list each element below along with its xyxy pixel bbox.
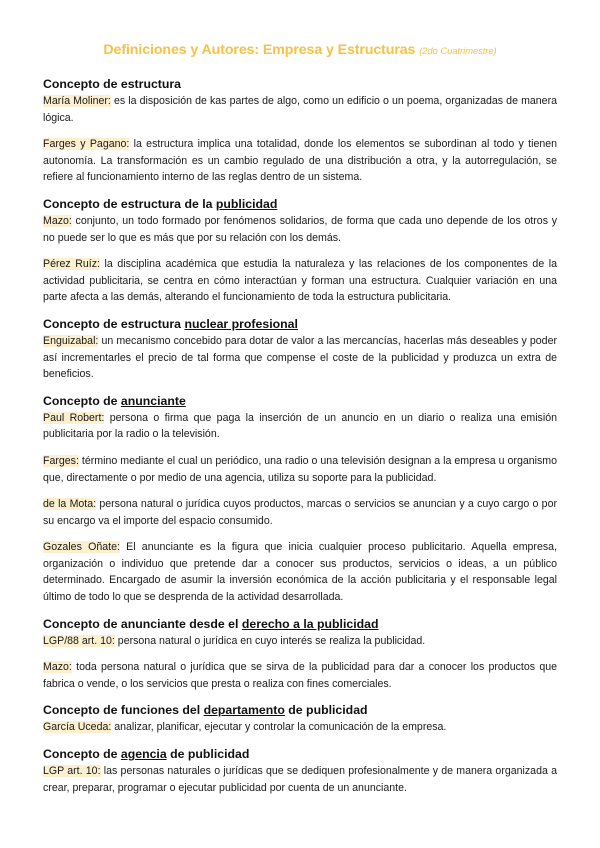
definition-paragraph xyxy=(43,496,557,529)
section xyxy=(43,76,557,186)
section-heading xyxy=(43,316,557,332)
section-heading xyxy=(43,76,557,92)
definition-paragraph xyxy=(43,256,557,306)
definition-text: analizar, planificar, ejecutar y controlar la comunicación de la empresa. xyxy=(111,721,447,734)
section-heading xyxy=(43,746,557,762)
heading-underlined-term: departamento xyxy=(203,703,285,718)
definition-paragraph xyxy=(43,719,557,736)
section xyxy=(43,196,557,306)
definition-text: persona o firma que paga la inserción de un anuncio en un diario o realiza una emisión publicitaria por la radio o la televisión. xyxy=(43,411,557,441)
heading-text: Concepto de funciones del xyxy=(43,703,204,718)
heading-text-after: de publicidad xyxy=(284,703,368,718)
definition-text: El anunciante es la figura que inicia cualquier proceso publicitario. Aquella empresa, organización o individuo que pretende dar a conocer sus productos, servicios o ideas, a un público determinado. Encargado de asumir la inversión económica de la acción publicitaria y el responsable legal último de todo lo que se desprenda de la actividad desarrollada. xyxy=(43,541,557,604)
heading-underlined-term: agencia xyxy=(120,747,167,762)
heading-text: Concepto de xyxy=(43,393,121,408)
section xyxy=(43,616,557,693)
sections-container xyxy=(43,76,557,796)
title-subtitle: (2do Cuatrimestre) xyxy=(419,46,497,57)
section xyxy=(43,316,557,383)
heading-underlined-term: derecho a la publicidad xyxy=(241,616,379,631)
definition-text: conjunto, un todo formado por fenómenos solidarios, de forma que cada uno depende de los otros y no puede ser lo que es más que por su relación con los demás. xyxy=(43,214,557,244)
author-highlight: de la Mota: xyxy=(43,498,97,511)
heading-text: Concepto de anunciante desde el xyxy=(43,616,242,631)
title-text: Definiciones y Autores: Empresa y Estructuras xyxy=(103,42,416,58)
section xyxy=(43,746,557,796)
author-highlight: LGP art. 10: xyxy=(43,765,101,778)
section xyxy=(43,393,557,606)
definition-text: término mediante el cual un periódico, una radio o una televisión designan a la empresa u organismo que, directamente o por medio de una agencia, utiliza su soporte para la publicidad. xyxy=(43,454,557,484)
heading-underlined-term: publicidad xyxy=(215,196,278,211)
definition-paragraph xyxy=(43,333,557,383)
heading-underlined-term: anunciante xyxy=(120,393,186,408)
definition-text: las personas naturales o jurídicas que se dediquen profesionalmente y de manera organizada a crear, preparar, programar o ejecutar publicidad por cuenta de un anunciante. xyxy=(43,765,557,794)
heading-text: Concepto de estructura xyxy=(43,77,182,91)
definition-paragraph xyxy=(43,633,557,650)
definition-paragraph xyxy=(43,763,557,796)
definition-text: persona natural o jurídica en cuyo interés se realiza la publicidad. xyxy=(114,634,426,647)
section-heading xyxy=(43,616,557,632)
definition-text: persona natural o jurídica cuyos productos, marcas o servicios se anuncian y a cuyo cargo o por su encargo va el importe del espacio consumido. xyxy=(43,498,557,527)
author-highlight: Pérez Ruíz: xyxy=(43,258,100,271)
author-highlight: Mazo: xyxy=(43,214,72,227)
definition-text: la disciplina académica que estudia la naturaleza y las relaciones de los componentes de la actividad publicitaria, se centra en cómo interactúan y forman una estructura. Cualquier variación en una parte afecta a las demás, alterando el funcionamiento de toda la estructura publicitaria. xyxy=(43,258,558,304)
definition-paragraph xyxy=(43,93,557,126)
section-heading xyxy=(43,393,557,409)
author-highlight: García Uceda: xyxy=(43,721,112,734)
heading-text-after: de publicidad xyxy=(166,747,250,762)
definition-paragraph xyxy=(43,213,557,246)
definition-text: un mecanismo concebido para dotar de valor a las mercancías, hacerlas más deseables y poder así incrementarles el precio de tal forma que compense el coste de la publicidad y produzca un extra de beneficios. xyxy=(43,334,557,381)
definition-text: la estructura implica una totalidad, donde los elementos se subordinan al todo y tienen autonomía. La transformación es un cambio regulado de una distribución a otra, y la autorregulación, se refiere al funcionamiento interno de las reglas dentro de un sistema. xyxy=(43,138,558,184)
definition-text: toda persona natural o jurídica que se sirva de la publicidad para dar a conocer los productos que fabrica o vende, o los servicios que presta o realiza con fines comerciales. xyxy=(43,661,557,690)
definition-paragraph xyxy=(43,453,557,486)
definition-paragraph xyxy=(43,410,557,443)
page-title xyxy=(43,0,557,58)
heading-text: Concepto de xyxy=(43,747,121,762)
section xyxy=(43,702,557,736)
author-highlight: LGP/88 art. 10: xyxy=(43,634,115,647)
author-highlight: Gozales Oñate: xyxy=(43,541,120,554)
section-heading xyxy=(43,702,557,718)
heading-text: Concepto de estructura de la xyxy=(43,196,216,211)
definition-text: es la disposición de kas partes de algo, como un edificio o un poema, organizadas de manera lógica. xyxy=(43,95,557,124)
author-highlight: María Moliner: xyxy=(43,95,111,107)
definition-paragraph xyxy=(43,136,557,186)
author-highlight: Farges: xyxy=(43,454,79,467)
heading-text: Concepto de estructura xyxy=(43,316,185,331)
section-heading xyxy=(43,196,557,212)
author-highlight: Enguizabal: xyxy=(43,334,99,347)
heading-underlined-term: nuclear profesional xyxy=(184,316,298,331)
author-highlight: Farges y Pagano: xyxy=(43,138,130,151)
author-highlight: Mazo: xyxy=(43,661,72,674)
definition-paragraph xyxy=(43,659,557,692)
author-highlight: Paul Robert: xyxy=(43,411,105,424)
definition-paragraph xyxy=(43,539,557,605)
